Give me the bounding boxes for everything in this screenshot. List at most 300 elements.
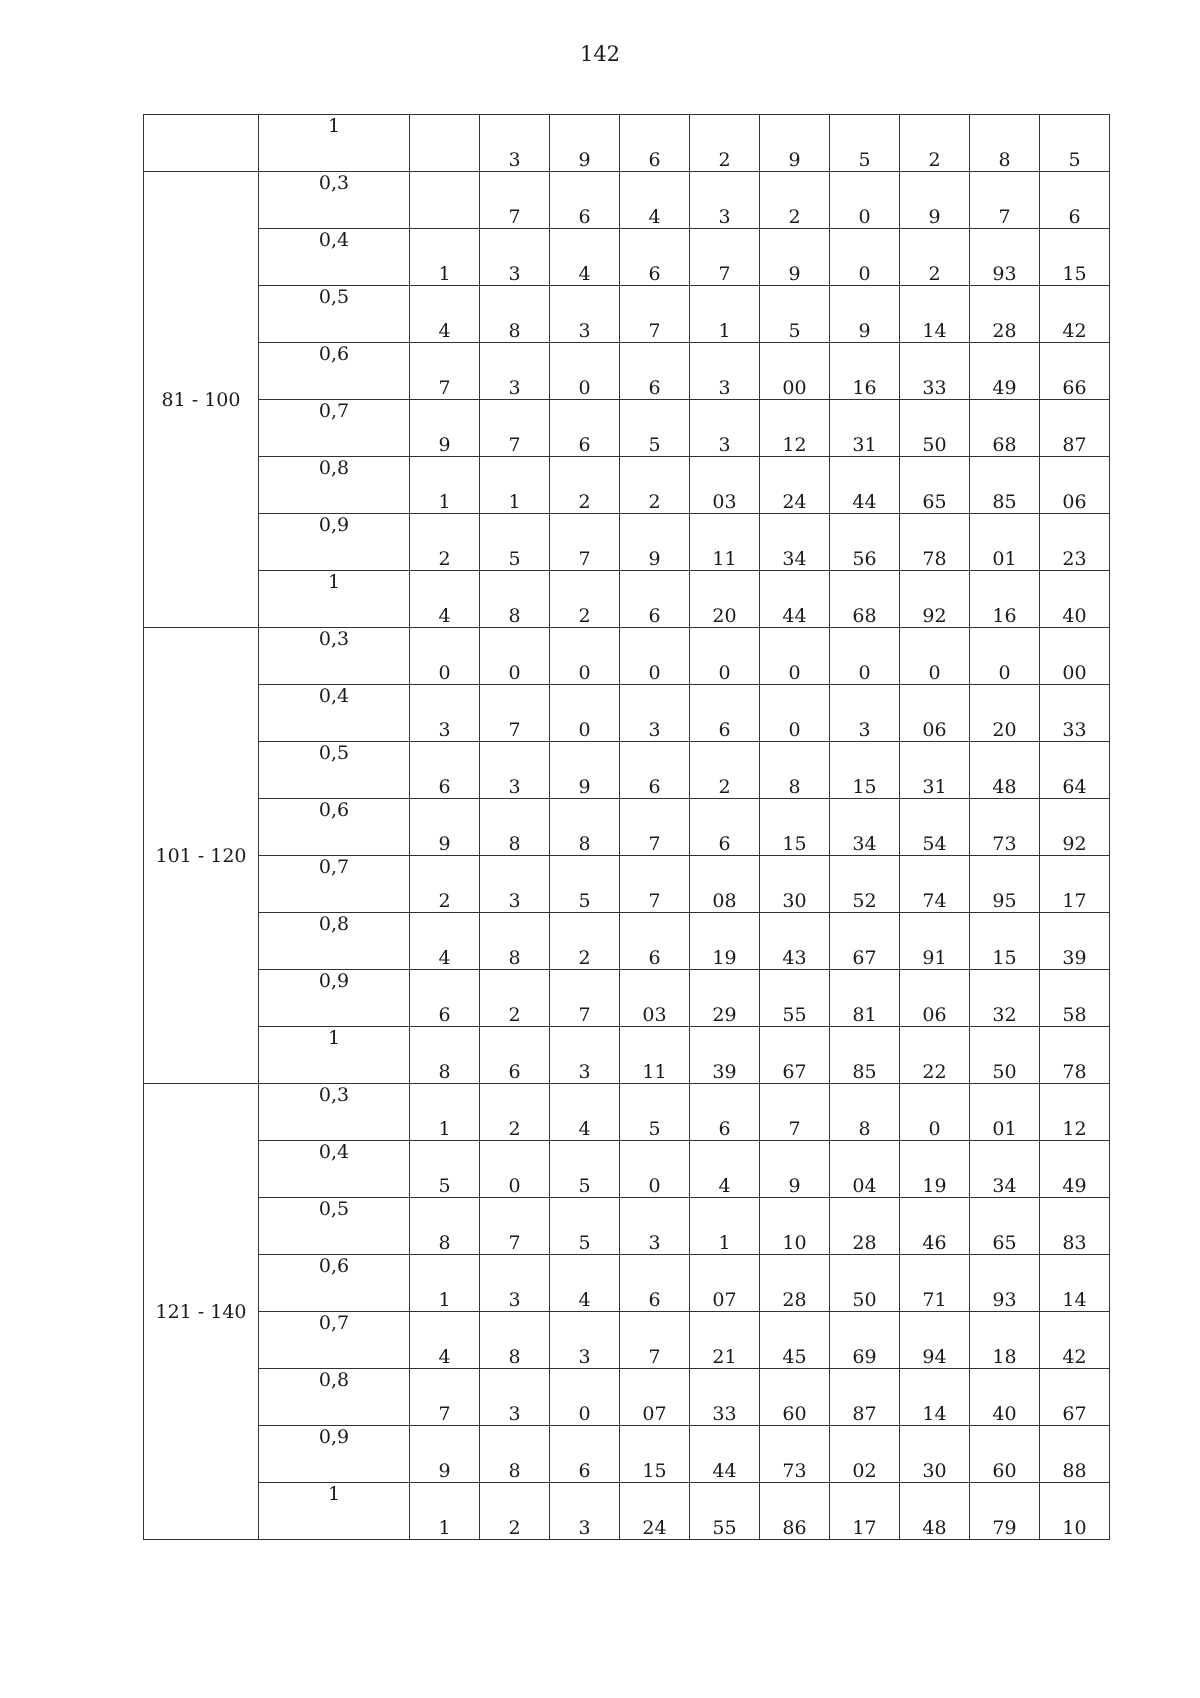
- table-row: [144, 115, 1110, 172]
- value-cell: 2: [900, 229, 970, 286]
- coefficient-cell: 0,3: [259, 1084, 410, 1141]
- value-cell: 8: [410, 1198, 480, 1255]
- value-cell: 2: [480, 1483, 550, 1540]
- value-cell: 54: [900, 799, 970, 856]
- value-cell: 23: [1040, 514, 1110, 571]
- value-cell: 24: [760, 457, 830, 514]
- value-cell: 5: [760, 286, 830, 343]
- value-cell: 20: [690, 571, 760, 628]
- value-cell: 31: [900, 742, 970, 799]
- value-cell: 85: [970, 457, 1040, 514]
- value-cell: 73: [970, 799, 1040, 856]
- value-cell: 8: [480, 1312, 550, 1369]
- coefficient-cell: 0,8: [259, 457, 410, 514]
- value-cell: 0: [900, 1084, 970, 1141]
- value-cell: 15: [1040, 229, 1110, 286]
- value-cell: 33: [900, 343, 970, 400]
- value-cell: 0: [550, 685, 620, 742]
- value-cell: 11: [690, 514, 760, 571]
- value-cell: 3: [550, 1027, 620, 1084]
- value-cell: 93: [970, 1255, 1040, 1312]
- value-cell: 8: [410, 1027, 480, 1084]
- value-cell: 6: [690, 799, 760, 856]
- value-cell: 9: [620, 514, 690, 571]
- value-cell: 15: [830, 742, 900, 799]
- value-cell: 6: [550, 172, 620, 229]
- coefficient-cell: 0,4: [259, 1141, 410, 1198]
- coefficient-cell: 0,6: [259, 343, 410, 400]
- value-cell: 50: [830, 1255, 900, 1312]
- value-cell: 16: [970, 571, 1040, 628]
- value-cell: 3: [550, 286, 620, 343]
- table-row: [144, 1426, 1110, 1483]
- table-row: [144, 286, 1110, 343]
- value-cell: 3: [480, 229, 550, 286]
- value-cell: 06: [900, 970, 970, 1027]
- value-cell: 34: [970, 1141, 1040, 1198]
- value-cell: 06: [900, 685, 970, 742]
- value-cell: 93: [970, 229, 1040, 286]
- group-range-cell: 121 - 140: [144, 1084, 259, 1540]
- value-cell: 10: [1040, 1483, 1110, 1540]
- value-cell: 28: [830, 1198, 900, 1255]
- value-cell: 2: [550, 457, 620, 514]
- value-cell: 6: [690, 685, 760, 742]
- value-cell: 9: [410, 799, 480, 856]
- value-cell: 9: [760, 229, 830, 286]
- data-table: [143, 114, 1110, 1540]
- table-row: [144, 685, 1110, 742]
- value-cell: 60: [970, 1426, 1040, 1483]
- value-cell: [410, 115, 480, 172]
- value-cell: 44: [690, 1426, 760, 1483]
- value-cell: 6: [620, 1255, 690, 1312]
- value-cell: 1: [410, 1084, 480, 1141]
- value-cell: 65: [970, 1198, 1040, 1255]
- value-cell: 01: [970, 1084, 1040, 1141]
- value-cell: 1: [690, 1198, 760, 1255]
- value-cell: 07: [690, 1255, 760, 1312]
- table-row: [144, 1027, 1110, 1084]
- value-cell: 43: [760, 913, 830, 970]
- value-cell: 5: [550, 1141, 620, 1198]
- value-cell: 9: [410, 1426, 480, 1483]
- coefficient-cell: 0,7: [259, 1312, 410, 1369]
- value-cell: 7: [620, 286, 690, 343]
- value-cell: 92: [1040, 799, 1110, 856]
- value-cell: 6: [620, 913, 690, 970]
- value-cell: 9: [410, 400, 480, 457]
- value-cell: 12: [1040, 1084, 1110, 1141]
- value-cell: 0: [760, 628, 830, 685]
- value-cell: 8: [480, 286, 550, 343]
- value-cell: 14: [900, 1369, 970, 1426]
- table-row: [144, 799, 1110, 856]
- value-cell: 91: [900, 913, 970, 970]
- value-cell: 7: [410, 1369, 480, 1426]
- value-cell: 7: [480, 1198, 550, 1255]
- value-cell: 67: [1040, 1369, 1110, 1426]
- coefficient-cell: 0,5: [259, 742, 410, 799]
- value-cell: 58: [1040, 970, 1110, 1027]
- value-cell: 16: [830, 343, 900, 400]
- value-cell: 0: [480, 628, 550, 685]
- value-cell: 71: [900, 1255, 970, 1312]
- coefficient-cell: 0,9: [259, 1426, 410, 1483]
- value-cell: 9: [550, 742, 620, 799]
- value-cell: 01: [970, 514, 1040, 571]
- value-cell: 45: [760, 1312, 830, 1369]
- value-cell: 19: [690, 913, 760, 970]
- value-cell: 2: [690, 742, 760, 799]
- value-cell: 7: [970, 172, 1040, 229]
- table-row: [144, 1369, 1110, 1426]
- value-cell: 40: [970, 1369, 1040, 1426]
- value-cell: 87: [1040, 400, 1110, 457]
- value-cell: 66: [1040, 343, 1110, 400]
- value-cell: 10: [760, 1198, 830, 1255]
- group-range-cell: [144, 115, 259, 172]
- table-row: [144, 1483, 1110, 1540]
- value-cell: 95: [970, 856, 1040, 913]
- value-cell: 3: [830, 685, 900, 742]
- value-cell: 0: [900, 628, 970, 685]
- value-cell: 74: [900, 856, 970, 913]
- value-cell: 34: [760, 514, 830, 571]
- value-cell: 79: [970, 1483, 1040, 1540]
- value-cell: 2: [410, 856, 480, 913]
- value-cell: 29: [690, 970, 760, 1027]
- value-cell: 3: [620, 685, 690, 742]
- value-cell: 42: [1040, 286, 1110, 343]
- value-cell: 48: [900, 1483, 970, 1540]
- value-cell: 5: [830, 115, 900, 172]
- value-cell: 6: [620, 571, 690, 628]
- value-cell: 3: [480, 1255, 550, 1312]
- value-cell: 1: [410, 229, 480, 286]
- value-cell: 3: [480, 343, 550, 400]
- value-cell: 7: [760, 1084, 830, 1141]
- value-cell: 32: [970, 970, 1040, 1027]
- value-cell: 9: [550, 115, 620, 172]
- value-cell: 68: [830, 571, 900, 628]
- value-cell: 92: [900, 571, 970, 628]
- value-cell: 8: [480, 913, 550, 970]
- value-cell: 5: [1040, 115, 1110, 172]
- value-cell: 4: [410, 571, 480, 628]
- value-cell: 0: [550, 343, 620, 400]
- value-cell: 19: [900, 1141, 970, 1198]
- value-cell: 30: [760, 856, 830, 913]
- value-cell: 1: [690, 286, 760, 343]
- value-cell: 6: [550, 1426, 620, 1483]
- value-cell: 7: [550, 970, 620, 1027]
- value-cell: 3: [410, 685, 480, 742]
- table-row: [144, 1198, 1110, 1255]
- value-cell: 7: [480, 685, 550, 742]
- value-cell: 73: [760, 1426, 830, 1483]
- value-cell: 68: [970, 400, 1040, 457]
- value-cell: 33: [690, 1369, 760, 1426]
- coefficient-cell: 0,3: [259, 628, 410, 685]
- value-cell: 0: [970, 628, 1040, 685]
- value-cell: 11: [620, 1027, 690, 1084]
- value-cell: 5: [480, 514, 550, 571]
- value-cell: 48: [970, 742, 1040, 799]
- coefficient-cell: 0,8: [259, 1369, 410, 1426]
- value-cell: 12: [760, 400, 830, 457]
- value-cell: 94: [900, 1312, 970, 1369]
- value-cell: 4: [550, 1084, 620, 1141]
- value-cell: 86: [760, 1483, 830, 1540]
- coefficient-cell: 0,5: [259, 286, 410, 343]
- value-cell: 06: [1040, 457, 1110, 514]
- value-cell: 3: [480, 742, 550, 799]
- value-cell: 0: [830, 628, 900, 685]
- value-cell: 17: [830, 1483, 900, 1540]
- value-cell: 3: [550, 1483, 620, 1540]
- value-cell: 14: [900, 286, 970, 343]
- value-cell: 39: [1040, 913, 1110, 970]
- value-cell: 30: [900, 1426, 970, 1483]
- value-cell: 28: [970, 286, 1040, 343]
- value-cell: 69: [830, 1312, 900, 1369]
- value-cell: 7: [620, 799, 690, 856]
- value-cell: 42: [1040, 1312, 1110, 1369]
- value-cell: 44: [760, 571, 830, 628]
- value-cell: 3: [550, 1312, 620, 1369]
- value-cell: 3: [690, 172, 760, 229]
- table-row: [144, 1255, 1110, 1312]
- group-range-cell: 81 - 100: [144, 172, 259, 628]
- value-cell: 2: [480, 970, 550, 1027]
- value-cell: 2: [690, 115, 760, 172]
- coefficient-cell: 1: [259, 115, 410, 172]
- value-cell: 50: [970, 1027, 1040, 1084]
- value-cell: 3: [480, 1369, 550, 1426]
- value-cell: 6: [620, 115, 690, 172]
- value-cell: 6: [620, 742, 690, 799]
- value-cell: 2: [550, 913, 620, 970]
- coefficient-cell: 0,4: [259, 685, 410, 742]
- table-row: [144, 172, 1110, 229]
- value-cell: 17: [1040, 856, 1110, 913]
- value-cell: 2: [550, 571, 620, 628]
- value-cell: 0: [620, 628, 690, 685]
- value-cell: 9: [830, 286, 900, 343]
- value-cell: 18: [970, 1312, 1040, 1369]
- value-cell: 15: [970, 913, 1040, 970]
- value-cell: 14: [1040, 1255, 1110, 1312]
- value-cell: 85: [830, 1027, 900, 1084]
- value-cell: 8: [550, 799, 620, 856]
- coefficient-cell: 0,9: [259, 514, 410, 571]
- coefficient-cell: 1: [259, 1483, 410, 1540]
- value-cell: 49: [970, 343, 1040, 400]
- value-cell: 0: [830, 172, 900, 229]
- value-cell: 2: [480, 1084, 550, 1141]
- value-cell: 33: [1040, 685, 1110, 742]
- coefficient-cell: 0,8: [259, 913, 410, 970]
- table-row: [144, 571, 1110, 628]
- coefficient-cell: 0,7: [259, 856, 410, 913]
- value-cell: 0: [410, 628, 480, 685]
- value-cell: 4: [620, 172, 690, 229]
- value-cell: 6: [620, 229, 690, 286]
- value-cell: 08: [690, 856, 760, 913]
- value-cell: 64: [1040, 742, 1110, 799]
- value-cell: 46: [900, 1198, 970, 1255]
- table-row: [144, 1312, 1110, 1369]
- table-row: [144, 970, 1110, 1027]
- coefficient-cell: 0,6: [259, 1255, 410, 1312]
- value-cell: 22: [900, 1027, 970, 1084]
- value-cell: 52: [830, 856, 900, 913]
- value-cell: 4: [410, 913, 480, 970]
- value-cell: 15: [760, 799, 830, 856]
- value-cell: 15: [620, 1426, 690, 1483]
- value-cell: 1: [410, 1483, 480, 1540]
- value-cell: 39: [690, 1027, 760, 1084]
- value-cell: 04: [830, 1141, 900, 1198]
- table-row: [144, 457, 1110, 514]
- value-cell: 20: [970, 685, 1040, 742]
- value-cell: 1: [410, 1255, 480, 1312]
- value-cell: 83: [1040, 1198, 1110, 1255]
- table-row: [144, 856, 1110, 913]
- value-cell: 0: [550, 1369, 620, 1426]
- value-cell: 49: [1040, 1141, 1110, 1198]
- page-number: 142: [579, 42, 621, 66]
- value-cell: 02: [830, 1426, 900, 1483]
- value-cell: 1: [480, 457, 550, 514]
- value-cell: 4: [410, 1312, 480, 1369]
- value-cell: 0: [480, 1141, 550, 1198]
- value-cell: 21: [690, 1312, 760, 1369]
- value-cell: 6: [550, 400, 620, 457]
- value-cell: 7: [620, 856, 690, 913]
- coefficient-cell: 0,6: [259, 799, 410, 856]
- value-cell: 8: [480, 1426, 550, 1483]
- value-cell: 2: [620, 457, 690, 514]
- value-cell: 5: [620, 400, 690, 457]
- value-cell: 67: [760, 1027, 830, 1084]
- value-cell: 7: [480, 400, 550, 457]
- coefficient-cell: 1: [259, 1027, 410, 1084]
- value-cell: 67: [830, 913, 900, 970]
- value-cell: 24: [620, 1483, 690, 1540]
- value-cell: 8: [480, 799, 550, 856]
- value-cell: 3: [690, 400, 760, 457]
- value-cell: 2: [410, 514, 480, 571]
- value-cell: 4: [550, 1255, 620, 1312]
- value-cell: 8: [970, 115, 1040, 172]
- coefficient-cell: 1: [259, 571, 410, 628]
- value-cell: 55: [760, 970, 830, 1027]
- table-row: [144, 1084, 1110, 1141]
- table-row: [144, 628, 1110, 685]
- value-cell: 6: [410, 970, 480, 1027]
- value-cell: 81: [830, 970, 900, 1027]
- coefficient-cell: 0,4: [259, 229, 410, 286]
- value-cell: 40: [1040, 571, 1110, 628]
- value-cell: 7: [550, 514, 620, 571]
- table-row: [144, 514, 1110, 571]
- value-cell: 9: [900, 172, 970, 229]
- value-cell: 9: [760, 115, 830, 172]
- value-cell: 8: [760, 742, 830, 799]
- value-cell: 4: [690, 1141, 760, 1198]
- value-cell: 9: [760, 1141, 830, 1198]
- value-cell: 0: [760, 685, 830, 742]
- table-row: [144, 913, 1110, 970]
- value-cell: 03: [620, 970, 690, 1027]
- value-cell: 2: [760, 172, 830, 229]
- value-cell: 87: [830, 1369, 900, 1426]
- value-cell: 6: [1040, 172, 1110, 229]
- value-cell: 6: [480, 1027, 550, 1084]
- value-cell: 78: [900, 514, 970, 571]
- value-cell: 7: [410, 343, 480, 400]
- value-cell: 7: [620, 1312, 690, 1369]
- value-cell: 6: [410, 742, 480, 799]
- value-cell: 8: [830, 1084, 900, 1141]
- value-cell: 0: [620, 1141, 690, 1198]
- value-cell: 44: [830, 457, 900, 514]
- value-cell: 5: [410, 1141, 480, 1198]
- value-cell: 4: [550, 229, 620, 286]
- value-cell: 5: [550, 856, 620, 913]
- value-cell: 8: [480, 571, 550, 628]
- coefficient-cell: 0,5: [259, 1198, 410, 1255]
- value-cell: 34: [830, 799, 900, 856]
- value-cell: 31: [830, 400, 900, 457]
- value-cell: 07: [620, 1369, 690, 1426]
- value-cell: 6: [690, 1084, 760, 1141]
- value-cell: 00: [760, 343, 830, 400]
- value-cell: 65: [900, 457, 970, 514]
- value-cell: 7: [690, 229, 760, 286]
- value-cell: 5: [550, 1198, 620, 1255]
- coefficient-cell: 0,3: [259, 172, 410, 229]
- table-row: [144, 400, 1110, 457]
- value-cell: 7: [480, 172, 550, 229]
- value-cell: 60: [760, 1369, 830, 1426]
- value-cell: 0: [550, 628, 620, 685]
- coefficient-cell: 0,7: [259, 400, 410, 457]
- value-cell: 1: [410, 457, 480, 514]
- value-cell: 00: [1040, 628, 1110, 685]
- value-cell: 2: [900, 115, 970, 172]
- value-cell: 6: [620, 343, 690, 400]
- table-row: [144, 1141, 1110, 1198]
- coefficient-cell: 0,9: [259, 970, 410, 1027]
- value-cell: 3: [690, 343, 760, 400]
- value-cell: 3: [480, 115, 550, 172]
- table-row: [144, 343, 1110, 400]
- group-range-cell: 101 - 120: [144, 628, 259, 1084]
- value-cell: 50: [900, 400, 970, 457]
- value-cell: 56: [830, 514, 900, 571]
- value-cell: 0: [830, 229, 900, 286]
- table-row: [144, 742, 1110, 799]
- value-cell: 28: [760, 1255, 830, 1312]
- value-cell: 78: [1040, 1027, 1110, 1084]
- value-cell: 55: [690, 1483, 760, 1540]
- table-row: [144, 229, 1110, 286]
- value-cell: 88: [1040, 1426, 1110, 1483]
- value-cell: 03: [690, 457, 760, 514]
